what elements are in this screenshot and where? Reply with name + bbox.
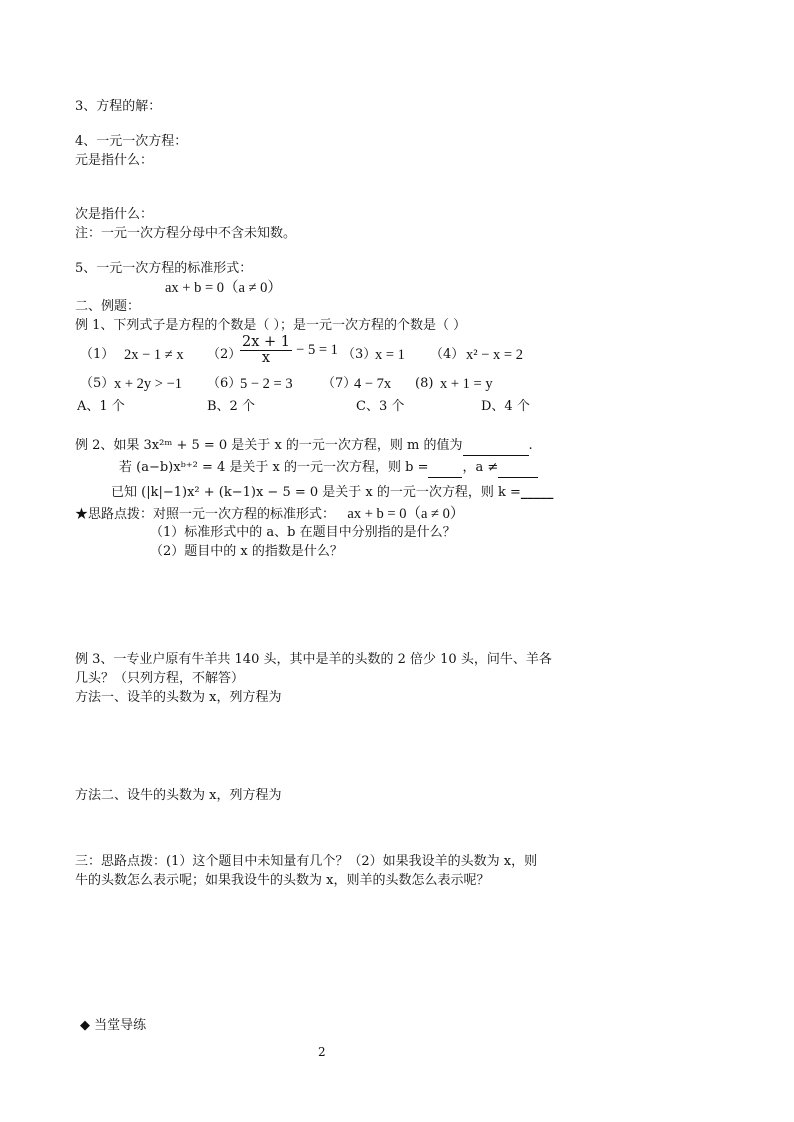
ex1-item4-formula: x² − x = 2 <box>466 347 523 363</box>
example-2-line1-text: 例 2、如果 3x²ᵐ + 5 = 0 是关于 x 的一元一次方程，则 m 的值为 <box>75 438 463 453</box>
ex1-item2-label: （2） <box>207 347 242 362</box>
hint-line1 <box>75 505 464 524</box>
item-5-heading: 5、一元一次方程的标准形式： <box>75 261 253 276</box>
practice-heading: ◆ 当堂导练 <box>80 1018 147 1033</box>
ex1-item5-label: （5） <box>80 376 115 391</box>
example-2-line2 <box>119 459 538 478</box>
ex1-item7-label: （7） <box>322 376 357 391</box>
page-number: 2 <box>318 1045 326 1059</box>
standard-form-formula: ax + b = 0（a ≠ 0） <box>165 280 282 296</box>
fraction-numerator: 2x + 1 <box>242 334 290 350</box>
item-4-heading: 4、一元一次方程： <box>75 134 188 149</box>
example-3-line1: 例 3、一专业户原有牛羊共 140 头，其中是羊的头数的 2 倍少 10 头，问牛、羊各 <box>75 652 552 667</box>
ex1-item8-label: (8) <box>415 376 434 391</box>
hint-line2: （1）标准形式中的 a、b 在题目中分别指的是什么？ <box>150 525 456 540</box>
example-2-line1 <box>75 437 533 456</box>
ex1-item3-label: （3） <box>342 347 377 362</box>
ex1-item1-label: （1） <box>80 347 115 362</box>
ex1-item6-label: （6） <box>207 376 242 391</box>
example-2-line2-text: 若 (a−b)xᵇ⁺² = 4 是关于 x 的一元一次方程，则 b = <box>119 460 429 475</box>
ex1-item2-rest: − 5 = 1 <box>296 342 338 358</box>
example-1-question: 例 1、下列式子是方程的个数是（ ）；是一元一次方程的个数是（ ） <box>75 318 467 333</box>
answer-blank-m <box>463 437 529 456</box>
ex1-item6-formula: 5 − 2 = 3 <box>240 376 293 392</box>
ex1-item8-formula: x + 1 = y <box>440 376 493 392</box>
ex1-item2-fraction <box>240 335 292 366</box>
example-2-line3 <box>111 484 553 502</box>
option-c: C、3 个 <box>356 399 405 414</box>
hint-line1-text: ★思路点拨：对照一元一次方程的标准形式： <box>75 507 336 522</box>
fraction-denominator: x <box>261 350 271 366</box>
example-2-line2-mid: ，a ≠ <box>462 460 499 475</box>
section-3-line2: 牛的头数怎么表示呢；如果我设牛的头数为 x，则羊的头数怎么表示呢？ <box>75 873 490 888</box>
example-3-method2: 方法二、设牛的头数为 x，列方程为 <box>75 788 282 803</box>
question-yuan: 元是指什么： <box>75 153 154 168</box>
example-2-line1-end: . <box>528 438 533 453</box>
example-2-line3-text: 已知 (|k|−1)x² + (k−1)x − 5 = 0 是关于 x 的一元一次方程，则 k = <box>111 485 521 500</box>
section-examples-heading: 二、例题： <box>75 299 141 314</box>
section-3-line1: 三：思路点拨：(1）这个题目中未知量有几个？（2）如果我设羊的头数为 x，则 <box>75 854 538 869</box>
ex1-item7-formula: 4 − 7x <box>354 376 392 392</box>
example-3-method1: 方法一、设羊的头数为 x，列方程为 <box>75 690 282 705</box>
note-denominator: 注：一元一次方程分母中不含未知数。 <box>75 226 297 241</box>
answer-blank-b <box>428 459 462 478</box>
answer-blank-a <box>498 459 538 478</box>
ex1-item5-formula: x + 2y > −1 <box>114 376 183 392</box>
hint-line3: （2）题目中的 x 的指数是什么？ <box>150 544 343 559</box>
hint-standard-form: ax + b = 0（a ≠ 0） <box>347 506 465 522</box>
option-d: D、4 个 <box>481 399 530 414</box>
ex1-item1-formula: 2x − 1 ≠ x <box>124 347 184 363</box>
ex1-item3-formula: x = 1 <box>375 347 405 363</box>
question-ci: 次是指什么： <box>75 207 154 222</box>
ex1-item2-formula <box>240 335 338 366</box>
option-b: B、2 个 <box>207 399 255 414</box>
ex1-item4-label: （4） <box>430 347 465 362</box>
item-3-heading: 3、方程的解： <box>75 99 162 114</box>
option-a: A、1 个 <box>77 399 125 414</box>
example-3-line2: 几头？（只列方程，不解答） <box>75 671 245 686</box>
answer-blank-k: _____ <box>520 485 554 500</box>
